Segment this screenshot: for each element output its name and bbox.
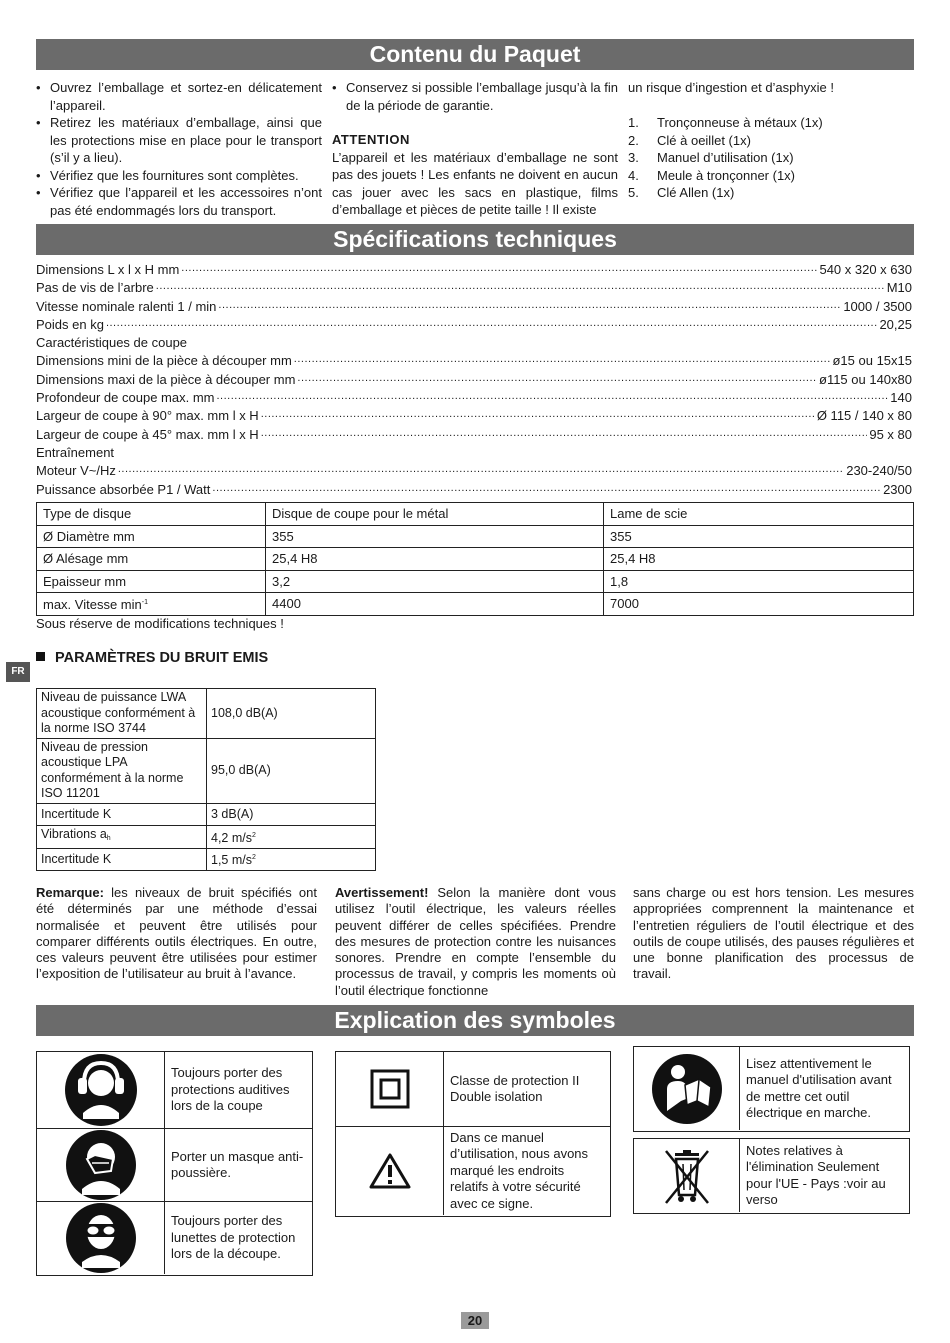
reserve-note: Sous réserve de modifications techniques !	[36, 616, 284, 631]
symbol-row	[336, 1052, 610, 1127]
table-row: Ø Diamètre mm 355 355	[37, 525, 914, 548]
spec-list	[36, 261, 912, 499]
protection-class-text: Classe de protection II Double isolation	[450, 1072, 580, 1104]
symbol-row	[37, 1129, 312, 1202]
symbol-row	[634, 1047, 909, 1130]
section-header-symbols: Explication des symboles	[36, 1005, 914, 1036]
table-row: Niveau de pression acoustique LPA conformément à la norme ISO 11201 95,0 dB(A)	[37, 738, 376, 803]
symbols-table-manual	[633, 1046, 910, 1132]
list-item: 1. Tronçonneuse à métaux (1x)	[628, 115, 823, 130]
remark-paragraph: Remarque: les niveaux de bruit spécifiés ont été déterminés par une méthode d’essai normalisée et peuvent être utilisés pour comparer différents outils électriques. En outre, ces valeurs peuvent être utilisées pour estimer l’exposition de l’utilisateur au bruit à l’avance.	[36, 885, 317, 982]
spec-row: Moteur V~/Hz ..... 230-240/50	[36, 462, 912, 480]
list-item: • Vérifiez que les fournitures sont complètes.	[36, 167, 322, 185]
spec-row: Vitesse nominale ralenti 1 / min ..... 1000 / 3500	[36, 298, 912, 316]
table-row: Vibrations $a_h$ 4,2 $m/s^2$	[37, 826, 376, 849]
list-item: 3. Manuel d’utilisation (1x)	[628, 150, 794, 165]
symbol-row	[634, 1139, 909, 1212]
table-row: max. Vitesse $\min^{-1}$ 4400 7000	[37, 593, 914, 616]
spec-row: Largeur de coupe à 90° max. mm l x H ..... Ø 115 / 140 x 80	[36, 407, 912, 425]
list-item: 4. Meule à tronçonner (1x)	[628, 167, 796, 183]
spec-row: Pas de vis de l’arbre ..... M10	[36, 279, 912, 297]
attention-text: L’appareil et les matériaux d’emballage ne sont pas des jouets ! Les enfants ne doivent en aucun cas jouer avec les sacs en plastique, films d’emballage et pièces de petite taille ! Il existe	[332, 149, 618, 217]
asphyxia-text: un risque d’ingestion et d’asphyxie !	[628, 80, 834, 95]
noise-heading: PARAMÈTRES DU BRUIT EMIS	[36, 650, 268, 668]
spec-subheading: Entraînement	[36, 444, 115, 460]
contents-column-3	[628, 79, 914, 202]
table-row: Niveau de puissance LWA acoustique conformément à la norme ISO 3744 108,0 dB(A)	[37, 689, 376, 739]
package-items-list	[628, 114, 914, 202]
list-item: 5. Clé Allen (1x)	[628, 185, 735, 200]
list-item: • Retirez les matériaux d’emballage, ainsi que les protections mise en place pour le transport (s’il y a lieu).	[36, 114, 322, 167]
dust-mask-text: Porter un masque anti-poussière.	[171, 1148, 304, 1180]
symbol-row	[37, 1052, 312, 1129]
table-row: Incertitude K 1,5 $m/s^2$	[37, 848, 376, 871]
contents-column-1	[36, 79, 322, 219]
table-row: Incertitude K 3 dB(A)	[37, 803, 376, 826]
warning-triangle-icon	[336, 1127, 444, 1215]
page-number: 20	[461, 1312, 489, 1329]
table-row: Epaisseur mm 3,2 1,8	[37, 570, 914, 593]
list-item: • Conservez si possible l’emballage jusqu’à la fin de la période de garantie.	[332, 79, 618, 114]
noise-table	[36, 688, 376, 871]
symbols-table-ppe	[36, 1051, 313, 1276]
spec-row: Dimensions L x l x H mm ..... 540 x 320 x 630	[36, 261, 912, 279]
attention-title: ATTENTION	[332, 132, 410, 147]
read-manual-text: Lisez attentivement le manuel d'utilisation avant de mettre cet outil électrique en marche.	[746, 1055, 892, 1120]
list-item: 2. Clé à oeillet (1x)	[628, 132, 751, 148]
spec-row: Profondeur de coupe max. mm ..... 140	[36, 389, 912, 407]
language-tab: FR	[6, 662, 30, 682]
spec-row: Dimensions maxi de la pièce à découper mm ..... ø115 ou 140x80	[36, 371, 912, 389]
warning-text: Dans ce manuel d’utilisation, nous avons marqué les endroits relatifs à votre sécurité avec ce signe.	[450, 1129, 589, 1211]
disposal-text: Notes relatives à l'élimination Seulement pour l'UE - Pays :voir au verso	[746, 1142, 886, 1207]
list-item: • Ouvrez l’emballage et sortez-en délicatement l’appareil.	[36, 79, 322, 114]
spec-subheading: Caractéristiques de coupe	[36, 335, 188, 351]
spec-row: Poids en kg ..... 20,25	[36, 316, 912, 334]
spec-row: Largeur de coupe à 45° max. mm l x H ..... 95 x 80	[36, 426, 912, 444]
section-header-contents: Contenu du Paquet	[36, 39, 914, 70]
ear-protection-icon	[37, 1052, 165, 1128]
spec-row: Puissance absorbée P1 / Watt ..... 2300	[36, 481, 912, 499]
symbols-table-safety	[335, 1051, 611, 1217]
crossed-bin-icon	[634, 1139, 740, 1212]
dust-mask-icon	[37, 1129, 165, 1201]
read-manual-icon	[634, 1047, 740, 1130]
symbol-row	[37, 1202, 312, 1274]
table-row: Type de disque Disque de coupe pour le métal Lame de scie	[37, 503, 914, 526]
spec-row: Dimensions mini de la pièce à découper mm ..... ø15 ou 15x15	[36, 352, 912, 370]
symbols-table-disposal	[633, 1138, 910, 1214]
table-row: Ø Alésage mm 25,4 H8 25,4 H8	[37, 548, 914, 571]
warning-paragraph: Avertissement! Selon la manière dont vous utilisez l’outil électrique, les valeurs réelles peuvent différer de celles spécifiées. Prendre des mesures de protection contre les nuisances sonores. Prendre en compte l’ensemble du processus de travail, y compris les moments où l’outil électrique fonctionne	[335, 885, 616, 998]
protection-class-2-icon	[336, 1052, 444, 1126]
ear-protection-text: Toujours porter des protections auditives lors de la coupe	[171, 1065, 290, 1114]
list-item: • Vérifiez que l’appareil et les accessoires n’ont pas été endommagés lors du transport.	[36, 184, 322, 219]
symbol-row	[336, 1127, 610, 1215]
section-header-specs: Spécifications techniques	[36, 224, 914, 255]
disc-table	[36, 502, 914, 616]
measures-paragraph: sans charge ou est hors tension. Les mesures appropriées comprennent la maintenance et l’entretien réguliers de l’outil électrique et des outils de coupe utilisés, des pauses régulières et une bonne planification des processus de travail.	[633, 885, 914, 982]
safety-glasses-icon	[37, 1202, 165, 1274]
safety-glasses-text: Toujours porter des lunettes de protection lors de la découpe.	[171, 1213, 296, 1262]
contents-column-2	[332, 79, 618, 219]
